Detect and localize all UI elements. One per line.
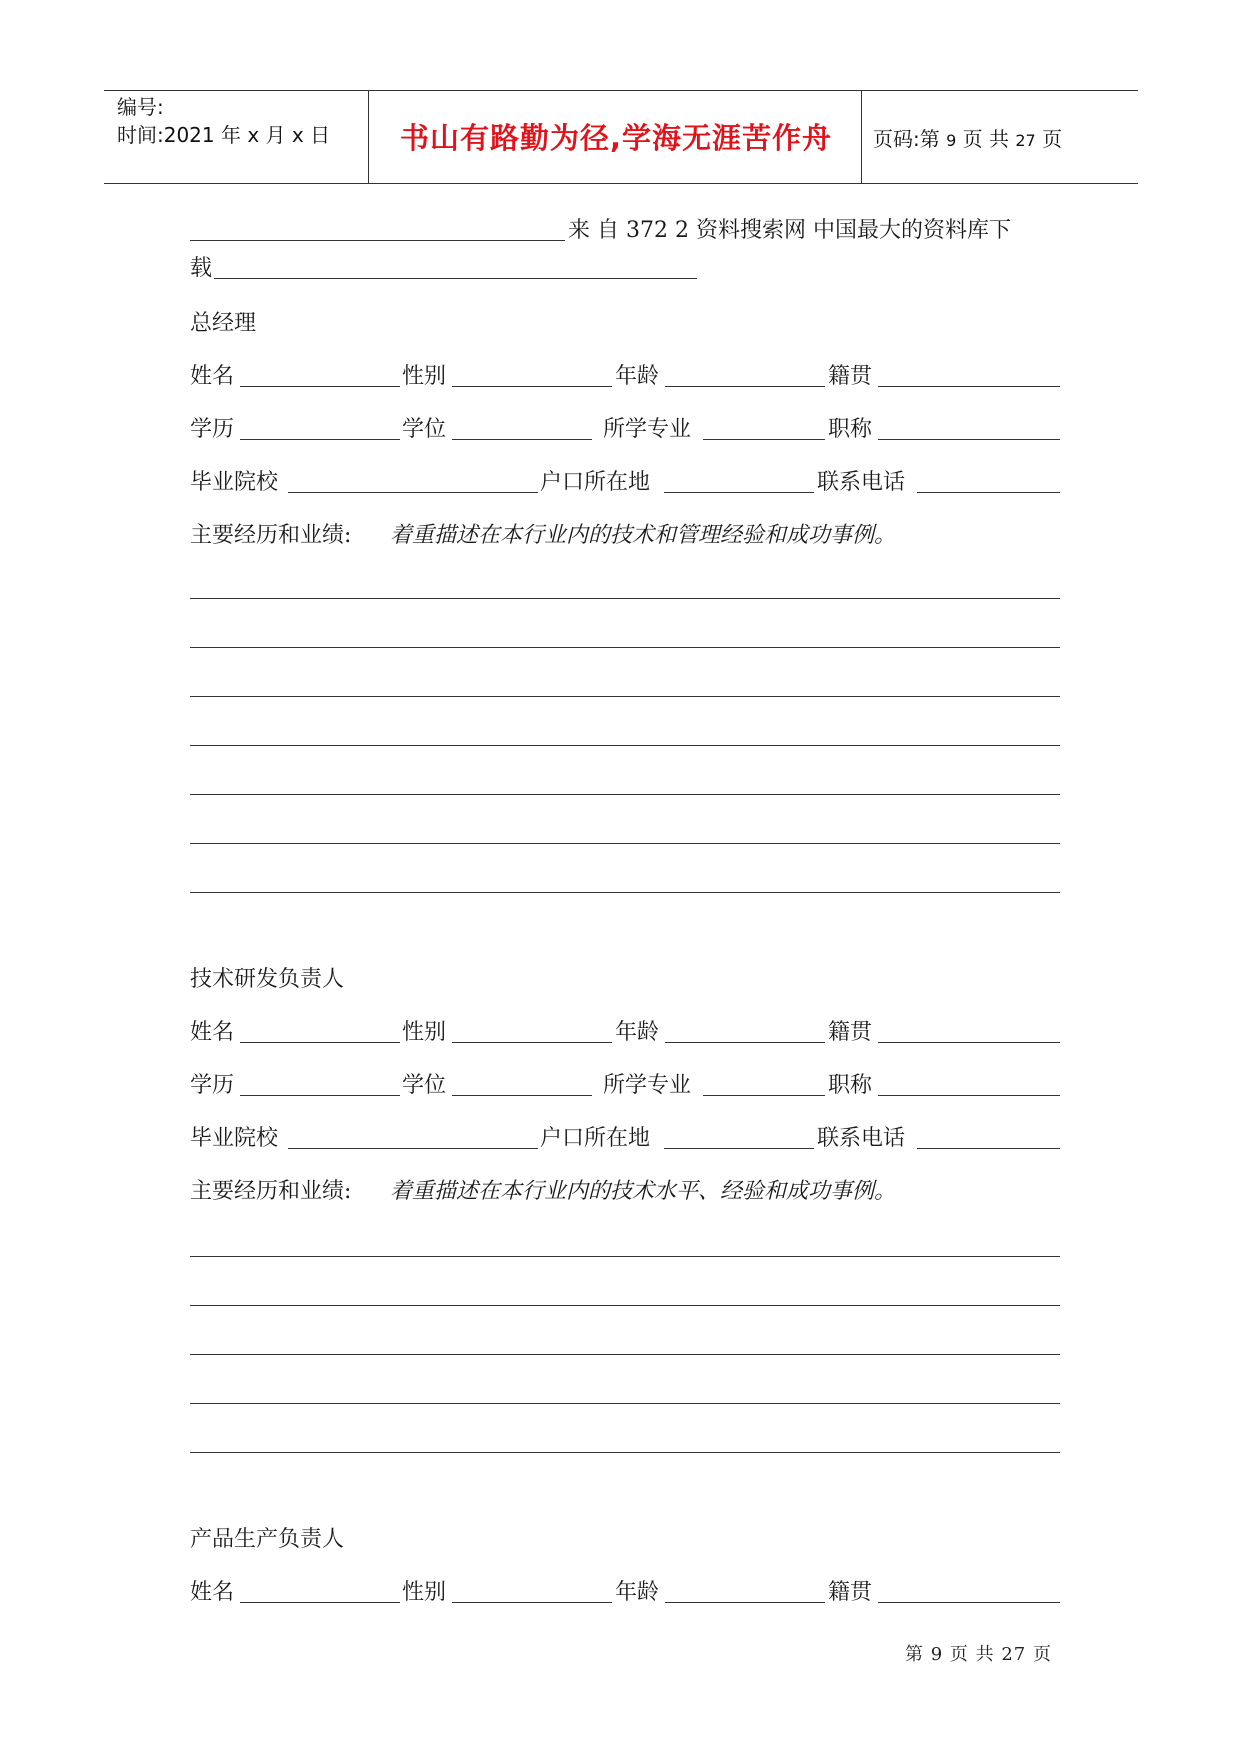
prod-age-field[interactable] [665, 1602, 825, 1603]
label-education: 学历 [190, 417, 235, 442]
rd-basic-info-row [190, 1011, 1060, 1051]
label-major: 所学专业 [603, 1073, 692, 1098]
intro-blank-1[interactable] [190, 240, 565, 241]
label-native-place: 籍贯 [828, 364, 873, 389]
label-gender: 性别 [402, 1580, 447, 1605]
header-motto: 书山有路勤为径,学海无涯苦作舟 [399, 121, 833, 155]
rd-degree-field[interactable] [452, 1095, 592, 1096]
page-prefix: 页码:第 [873, 127, 940, 151]
gm-education-row [190, 408, 1060, 448]
prod-native-place-field[interactable] [878, 1602, 1060, 1603]
gm-title-field[interactable] [878, 439, 1060, 440]
header-page-number [873, 123, 1062, 152]
rd-age-field[interactable] [665, 1042, 825, 1043]
section-heading-rd-lead: 技术研发负责人 [190, 967, 345, 992]
document-time-label: 时间:2021 年 x 月 x 日 [117, 123, 331, 147]
prod-basic-info-row [190, 1571, 1060, 1611]
header-bottom-rule [104, 183, 1138, 184]
gm-gender-field[interactable] [452, 386, 612, 387]
gm-experience-line-5[interactable] [190, 794, 1060, 795]
rd-experience-line-5[interactable] [190, 1452, 1060, 1453]
section-heading-production-lead: 产品生产负责人 [190, 1527, 345, 1552]
prod-gender-field[interactable] [452, 1602, 612, 1603]
intro-blank-2[interactable] [214, 278, 697, 279]
document-number-label: 编号: [117, 95, 164, 119]
label-education: 学历 [190, 1073, 235, 1098]
rd-gender-field[interactable] [452, 1042, 612, 1043]
gm-experience-line-1[interactable] [190, 598, 1060, 599]
rd-experience-hint: 着重描述在本行业内的技术水平、经验和成功事例。 [390, 1179, 897, 1204]
label-name: 姓名 [190, 1580, 235, 1605]
gm-school-row [190, 461, 1060, 501]
label-school: 毕业院校 [190, 470, 279, 495]
header-divider-left [368, 90, 369, 184]
label-title: 职称 [828, 417, 873, 442]
gm-basic-info-row [190, 355, 1060, 395]
intro-text-2: 载 [190, 256, 213, 281]
gm-name-field[interactable] [240, 386, 400, 387]
rd-experience-line-4[interactable] [190, 1403, 1060, 1404]
gm-experience-line-6[interactable] [190, 843, 1060, 844]
page-current: 9 [946, 131, 957, 150]
rd-education-row [190, 1064, 1060, 1104]
label-native-place: 籍贯 [828, 1020, 873, 1045]
label-major: 所学专业 [603, 417, 692, 442]
gm-education-field[interactable] [240, 439, 400, 440]
gm-major-field[interactable] [703, 439, 825, 440]
page-total: 27 [1015, 131, 1036, 150]
rd-phone-field[interactable] [917, 1148, 1060, 1149]
gm-experience-line-3[interactable] [190, 696, 1060, 697]
gm-age-field[interactable] [665, 386, 825, 387]
header-top-rule [104, 90, 1138, 91]
label-name: 姓名 [190, 364, 235, 389]
page-middle: 页 共 [962, 127, 1010, 151]
rd-hukou-field[interactable] [664, 1148, 814, 1149]
rd-native-place-field[interactable] [878, 1042, 1060, 1043]
rd-name-field[interactable] [240, 1042, 400, 1043]
header-divider-right [861, 90, 862, 184]
header-info [117, 93, 330, 149]
gm-experience-hint: 着重描述在本行业内的技术和管理经验和成功事例。 [390, 523, 897, 548]
rd-experience-line-1[interactable] [190, 1256, 1060, 1257]
gm-experience-row [190, 514, 1060, 554]
label-age: 年龄 [615, 1020, 660, 1045]
label-age: 年龄 [615, 364, 660, 389]
rd-experience-line-2[interactable] [190, 1305, 1060, 1306]
label-gender: 性别 [402, 1020, 447, 1045]
gm-experience-line-7[interactable] [190, 892, 1060, 893]
rd-major-field[interactable] [703, 1095, 825, 1096]
label-school: 毕业院校 [190, 1126, 279, 1151]
rd-school-field[interactable] [288, 1148, 538, 1149]
label-degree: 学位 [402, 1073, 447, 1098]
footer-page-number: 第 9 页 共 27 页 [905, 1644, 1052, 1665]
gm-school-field[interactable] [288, 492, 538, 493]
gm-phone-field[interactable] [917, 492, 1060, 493]
label-phone: 联系电话 [817, 1126, 906, 1151]
label-degree: 学位 [402, 417, 447, 442]
intro-line-2 [190, 247, 1060, 287]
label-experience: 主要经历和业绩: [190, 523, 352, 548]
label-name: 姓名 [190, 1020, 235, 1045]
prod-name-field[interactable] [240, 1602, 400, 1603]
gm-experience-line-2[interactable] [190, 647, 1060, 648]
gm-experience-line-4[interactable] [190, 745, 1060, 746]
rd-title-field[interactable] [878, 1095, 1060, 1096]
rd-experience-line-3[interactable] [190, 1354, 1060, 1355]
rd-school-row [190, 1117, 1060, 1157]
intro-text-1: 来 自 372 2 资料搜索网 中国最大的资料库下 [568, 218, 1011, 243]
label-phone: 联系电话 [817, 470, 906, 495]
gm-native-place-field[interactable] [878, 386, 1060, 387]
label-hukou: 户口所在地 [540, 1126, 651, 1151]
section-heading-general-manager: 总经理 [190, 311, 257, 336]
label-experience: 主要经历和业绩: [190, 1179, 352, 1204]
rd-experience-row [190, 1170, 1060, 1210]
label-age: 年龄 [615, 1580, 660, 1605]
page-suffix: 页 [1042, 127, 1063, 151]
label-title: 职称 [828, 1073, 873, 1098]
label-native-place: 籍贯 [828, 1580, 873, 1605]
rd-education-field[interactable] [240, 1095, 400, 1096]
intro-line-1 [190, 209, 1060, 249]
label-gender: 性别 [402, 364, 447, 389]
gm-degree-field[interactable] [452, 439, 592, 440]
gm-hukou-field[interactable] [664, 492, 814, 493]
label-hukou: 户口所在地 [540, 470, 651, 495]
